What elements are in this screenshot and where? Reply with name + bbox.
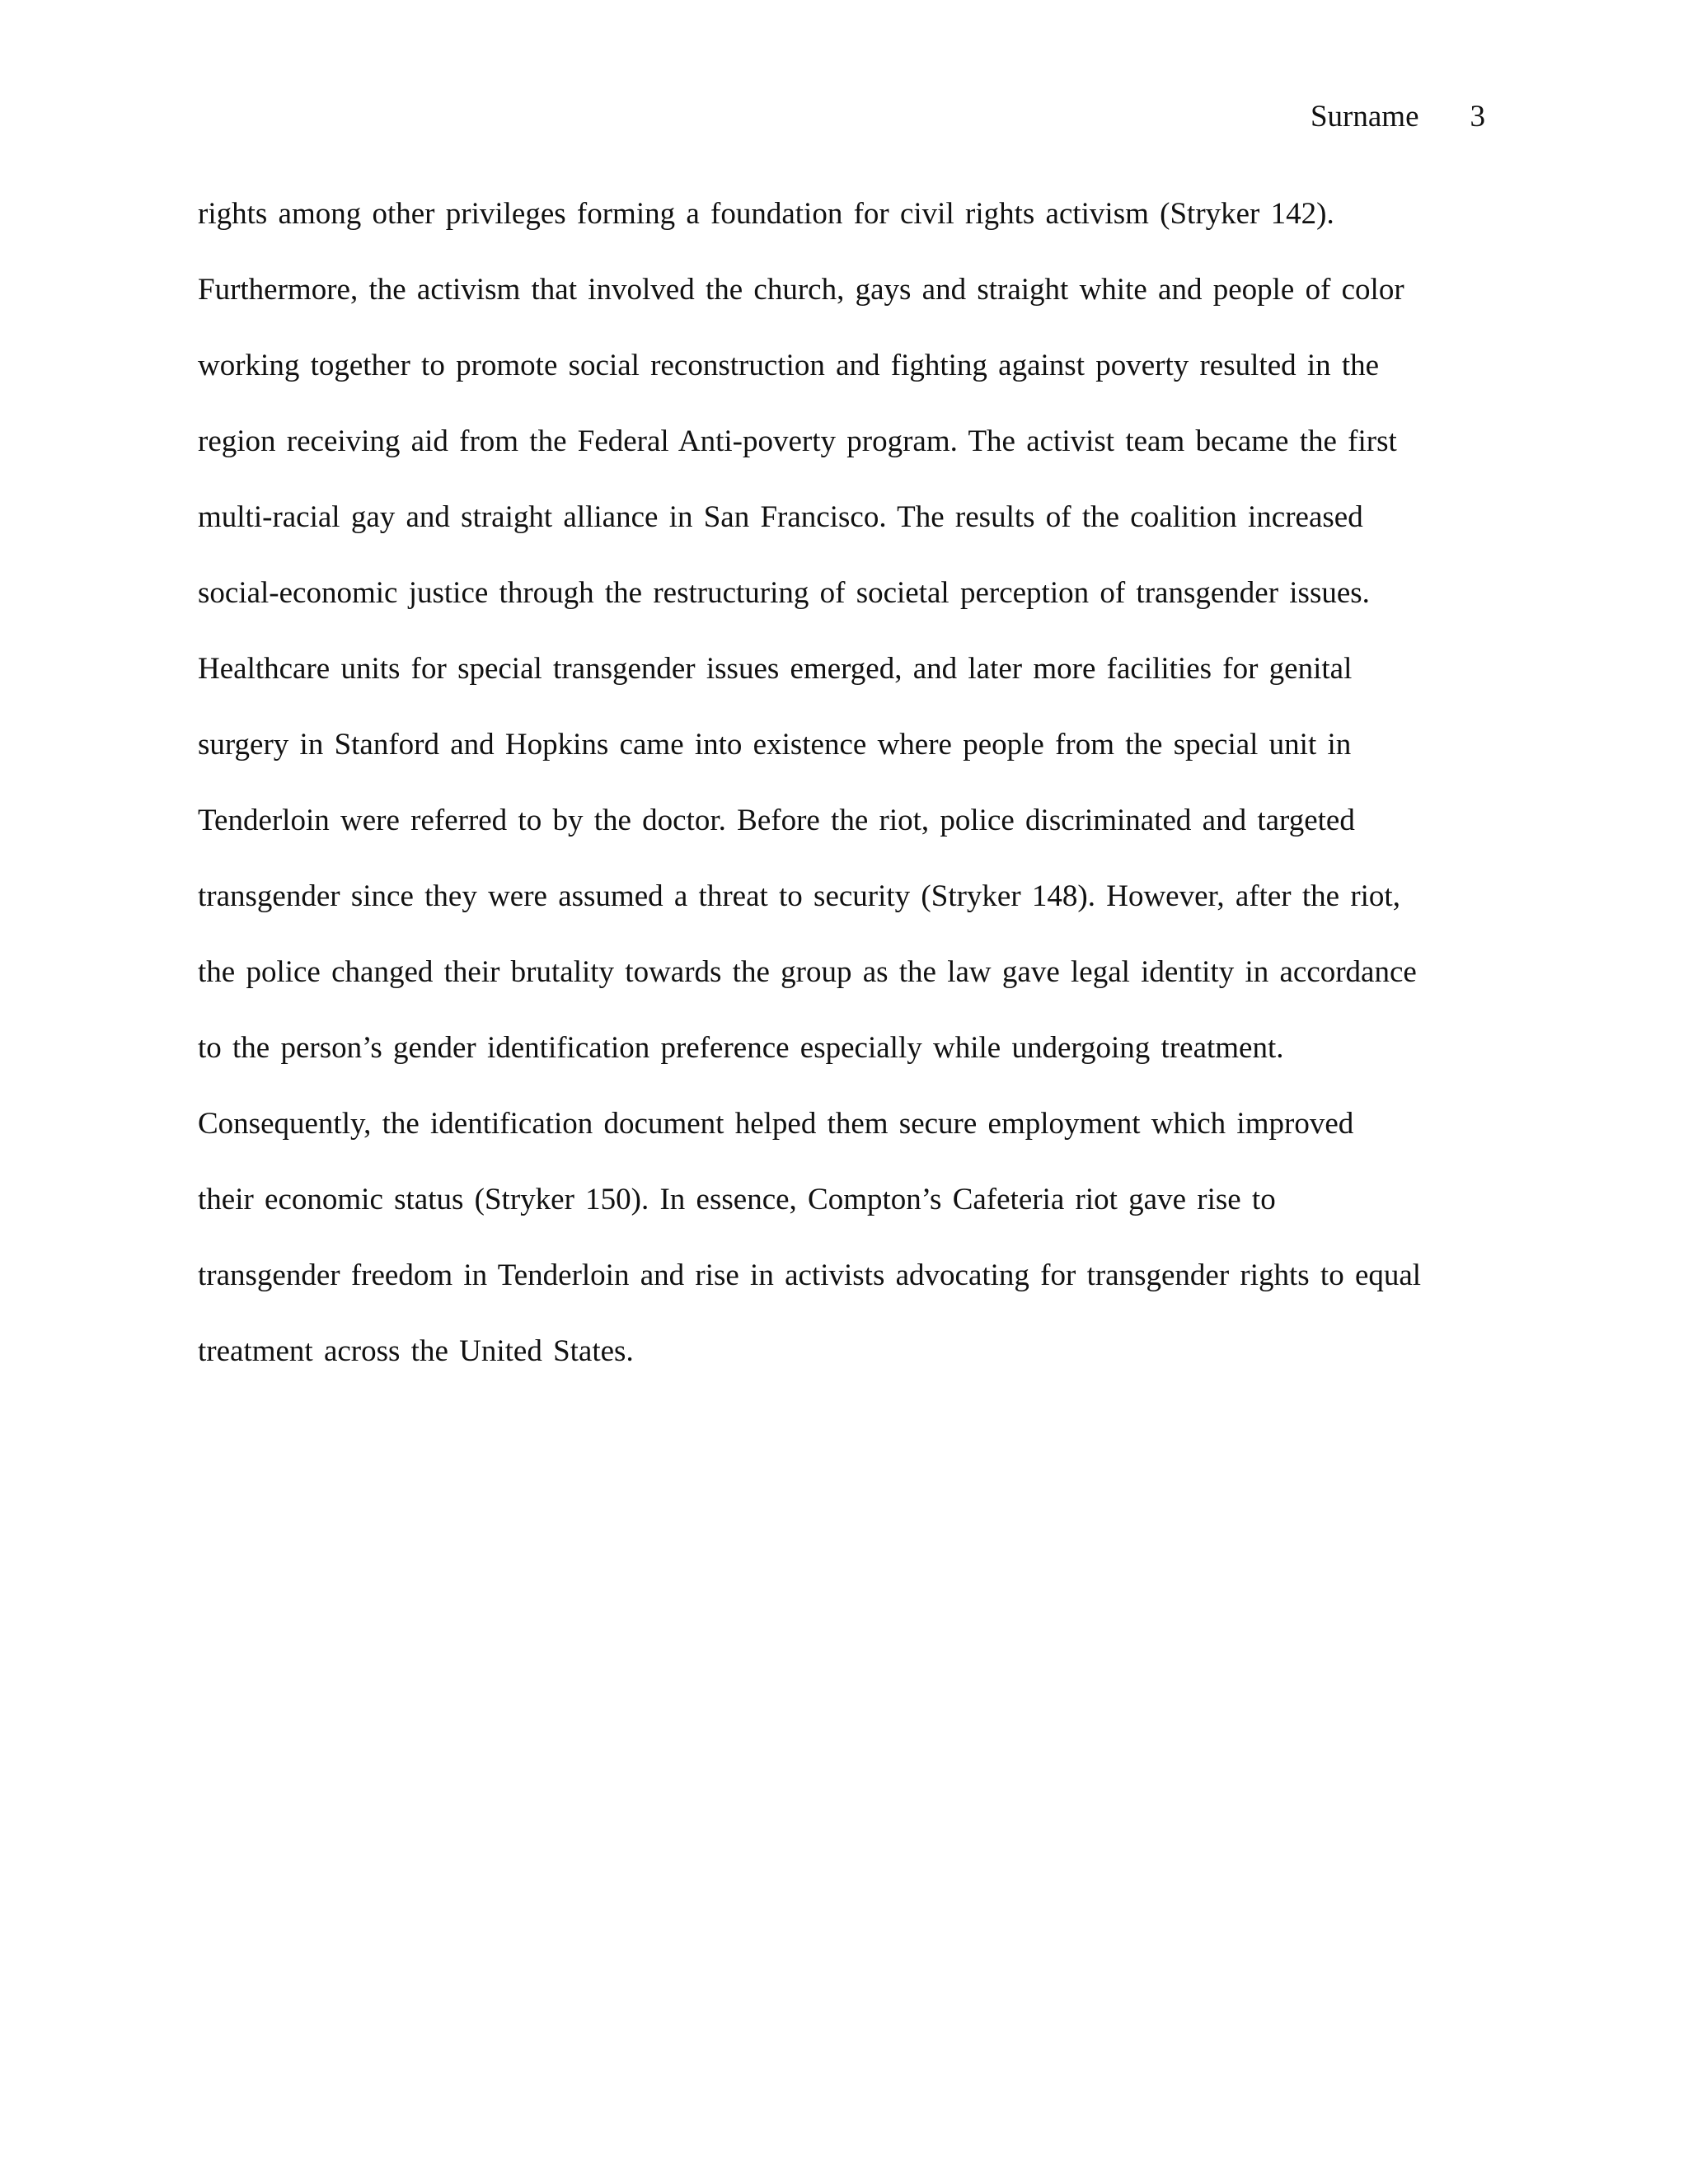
text-line: transgender since they were assumed a threat to security (Stryker 148). However, after the riot, bbox=[198, 879, 1400, 913]
text-line: working together to promote social reconstruction and fighting against poverty resulted in the bbox=[198, 349, 1380, 382]
text-line: surgery in Stanford and Hopkins came into existence where people from the special unit in bbox=[198, 728, 1352, 762]
text-line: treatment across the United States. bbox=[198, 1334, 634, 1368]
text-line: multi-racial gay and straight alliance in San Francisco. The results of the coalition increased bbox=[198, 500, 1363, 534]
text-line: Healthcare units for special transgender issues emerged, and later more facilities for genital bbox=[198, 652, 1353, 686]
text-line: Furthermore, the activism that involved the church, gays and straight white and people of color bbox=[198, 273, 1404, 307]
page-number: 3 bbox=[1470, 100, 1485, 134]
text-line: region receiving aid from the Federal Anti-poverty program. The activist team became the first bbox=[198, 424, 1397, 458]
text-line: Consequently, the identification document helped them secure employment which improved bbox=[198, 1107, 1354, 1141]
text-line: social-economic justice through the restructuring of societal perception of transgender issues. bbox=[198, 576, 1370, 610]
text-line: the police changed their brutality towards the group as the law gave legal identity in accordance bbox=[198, 955, 1417, 989]
text-line: transgender freedom in Tenderloin and rise in activists advocating for transgender rights to equal bbox=[198, 1258, 1422, 1292]
body-paragraph bbox=[198, 194, 1484, 1408]
running-head bbox=[1311, 97, 1485, 137]
text-line: Tenderloin were referred to by the doctor. Before the riot, police discriminated and targeted bbox=[198, 804, 1355, 837]
header-surname: Surname bbox=[1310, 100, 1419, 134]
text-line: rights among other privileges forming a foundation for civil rights activism (Stryker 142). bbox=[198, 197, 1334, 231]
text-line: to the person’s gender identification preference especially while undergoing treatment. bbox=[198, 1031, 1284, 1065]
text-line: their economic status (Stryker 150). In essence, Compton’s Cafeteria riot gave rise to bbox=[198, 1183, 1276, 1216]
